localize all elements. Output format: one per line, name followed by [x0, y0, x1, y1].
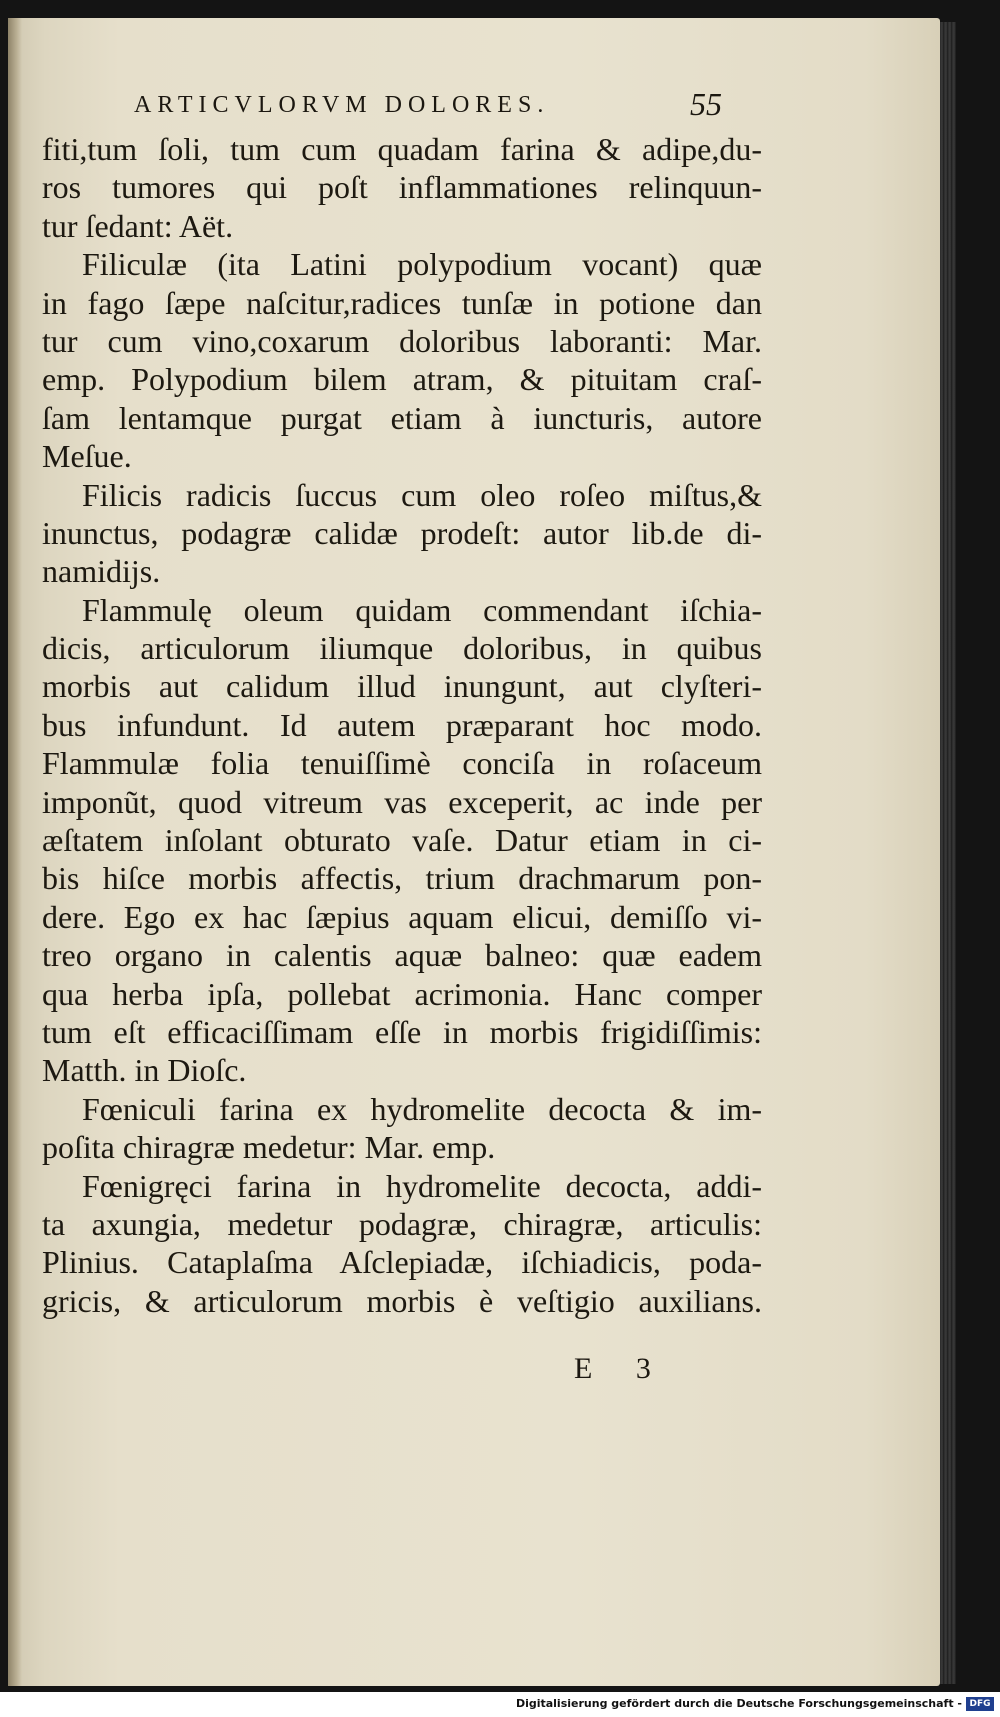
text-line: morbis aut calidum illud inungunt, aut clyſteri- — [42, 668, 762, 705]
text-line: poſita chiragræ medetur: Mar. emp. — [42, 1129, 496, 1166]
text-line: æſtatem inſolant obturato vaſe. Datur etiam in ci- — [42, 822, 762, 859]
text-line: ros tumores qui poſt inflammationes relinquun- — [42, 169, 762, 206]
text-line: dere. Ego ex hac ſæpius aquam elicui, demiſſo vi- — [42, 898, 762, 935]
text-line: qua herba ipſa, pollebat acrimonia. Hanc comper — [42, 975, 762, 1012]
text-line: Meſue. — [42, 438, 132, 475]
text-line: dicis, articulorum iliumque doloribus, in quibus — [42, 630, 762, 667]
body-text — [42, 130, 762, 1320]
funding-credit: Digitalisierung gefördert durch die Deutsche Forschungsgemeinschaft - — [515, 1697, 962, 1710]
text-line: emp. Polypodium bilem atram, & pituitam craſ- — [42, 361, 762, 398]
text-line: tum eſt efficaciſſimam eſſe in morbis frigidiſſimis: — [42, 1013, 762, 1050]
text-line: bus infundunt. Id autem præparant hoc modo. — [42, 706, 762, 743]
text-line: Flammulę oleum quidam commendant iſchia- — [82, 591, 762, 628]
text-line: tur cum vino,coxarum doloribus laboranti: Mar. — [42, 322, 762, 359]
text-line: imponũt, quod vitreum vas exceperit, ac inde per — [42, 783, 762, 820]
text-line: treo organo in calentis aquæ balneo: quæ eadem — [42, 937, 762, 974]
text-line: tur ſedant: Aët. — [42, 207, 234, 244]
text-line: Fœniculi farina ex hydromelite decocta & im- — [82, 1090, 762, 1127]
text-line: ta axungia, medetur podagræ, chiragræ, articulis: — [42, 1205, 762, 1242]
running-head: ARTICVLORVM DOLORES. — [134, 92, 550, 118]
dfg-logo-icon: DFG — [966, 1697, 994, 1711]
page-number: 55 — [690, 86, 722, 122]
text-line: ſam lentamque purgat etiam à iuncturis, autore — [42, 399, 762, 436]
text-line: inunctus, podagræ calidæ prodeſt: autor lib.de di- — [42, 514, 762, 551]
text-line: bis hiſce morbis affectis, trium drachmarum pon- — [42, 860, 762, 897]
page-stack-edge — [940, 22, 956, 1684]
text-line: Filiculæ (ita Latini polypodium vocant) quæ — [82, 246, 762, 283]
text-line: gricis, & articulorum morbis è veſtigio auxilians. — [42, 1282, 762, 1319]
signature-mark: E 3 — [574, 1352, 669, 1385]
text-line: namidijs. — [42, 553, 161, 590]
text-line: Plinius. Cataplaſma Aſclepiadæ, iſchiadicis, poda- — [42, 1244, 762, 1281]
text-line: fiti,tum ſoli, tum cum quadam farina & adipe,du- — [42, 131, 762, 167]
text-line: Flammulæ folia tenuiſſimè conciſa in roſaceum — [42, 745, 762, 782]
text-line: Filicis radicis ſuccus cum oleo roſeo miſtus,& — [82, 476, 762, 513]
text-line: Fœnigręci farina in hydromelite decocta, addi- — [82, 1167, 762, 1204]
binding-shadow — [8, 18, 22, 1686]
text-line: Matth. in Dioſc. — [42, 1052, 247, 1089]
text-line: in fago ſæpe naſcitur,radices tunſæ in potione dan — [42, 284, 762, 321]
